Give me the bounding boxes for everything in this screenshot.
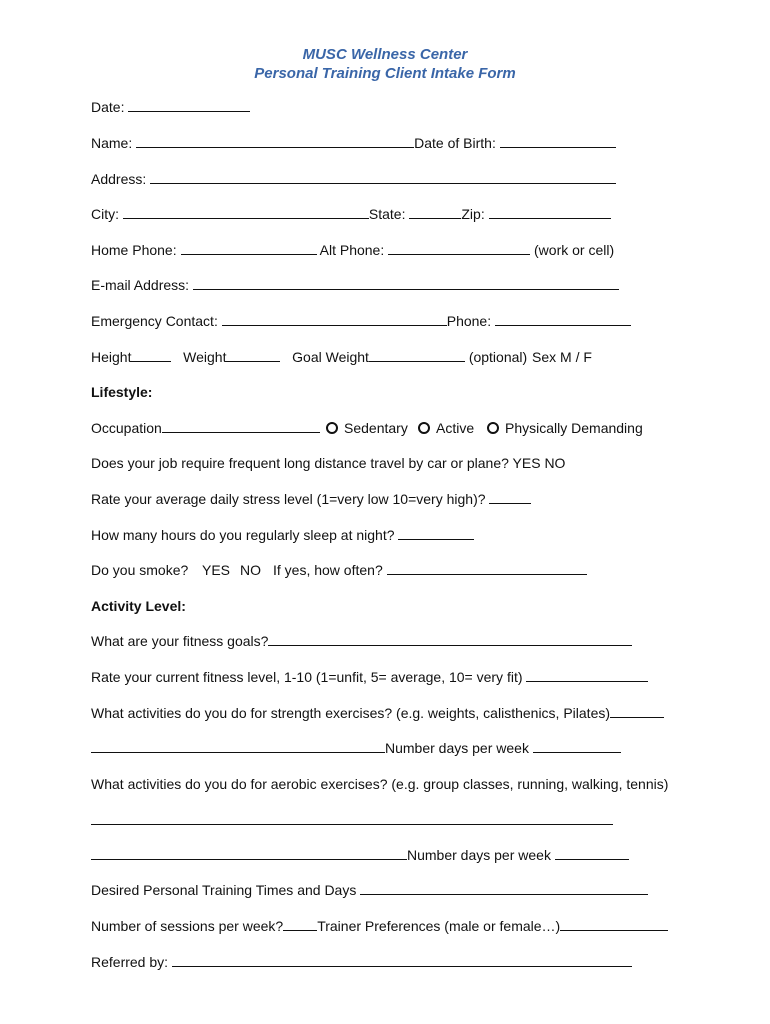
dob-field[interactable] [500, 134, 616, 148]
active-option[interactable] [418, 419, 474, 437]
work-cell-note: (work or cell) [534, 242, 615, 258]
address-label: Address: [91, 171, 147, 187]
city-row [91, 205, 611, 223]
strength-days-row [91, 739, 621, 757]
aerobic-row: What activities do you do for aerobic exercises? (e.g. group classes, running, walking, tennis) [91, 776, 669, 792]
trainer-label: Trainer Preferences (male or female…) [317, 918, 561, 934]
active-label: Active [436, 420, 475, 436]
sessions-label: Number of sessions per week? [91, 918, 284, 934]
trainer-field[interactable] [560, 917, 668, 931]
strength-field[interactable] [610, 704, 664, 718]
smoke-often-field[interactable] [387, 561, 587, 575]
fitness-rate-label: Rate your current fitness level, 1-10 (1=unfit, 5= average, 10= very fit) [91, 669, 523, 685]
emergency-phone-label: Phone: [446, 313, 492, 329]
email-field[interactable] [193, 276, 619, 290]
city-field[interactable] [123, 205, 369, 219]
aerobic-days-field[interactable] [555, 846, 629, 860]
times-label: Desired Personal Training Times and Days [91, 882, 357, 898]
goals-field[interactable] [268, 632, 632, 646]
sleep-row [91, 526, 474, 544]
phone-row [91, 241, 614, 259]
referred-row [91, 953, 632, 971]
strength-label: What activities do you do for strength exercises? (e.g. weights, calisthenics, Pilates) [91, 705, 611, 721]
address-row [91, 170, 616, 188]
height-label: Height [91, 349, 132, 365]
optional-note: (optional) [468, 349, 528, 365]
referred-field[interactable] [172, 953, 632, 967]
form-subtitle: Personal Training Client Intake Form [254, 65, 516, 82]
aerobic-days-row [91, 846, 629, 864]
physically-demanding-label: Physically Demanding [505, 420, 643, 436]
goal-weight-label: Goal Weight [292, 349, 369, 365]
home-phone-field[interactable] [181, 241, 317, 255]
activity-heading: Activity Level: [91, 598, 186, 614]
strength-days-field[interactable] [533, 739, 621, 753]
aerobic-days-label: Number days per week [407, 847, 551, 863]
smoke-row [91, 561, 188, 579]
weight-field[interactable] [226, 348, 280, 362]
sleep-label: How many hours do you regularly sleep at night? [91, 527, 395, 543]
occupation-row [91, 419, 320, 437]
emergency-label: Emergency Contact: [91, 313, 218, 329]
sleep-field[interactable] [398, 526, 474, 540]
alt-phone-field[interactable] [388, 241, 530, 255]
radio-circle-icon [487, 422, 499, 434]
smoke-often-label: If yes, how often? [273, 562, 383, 578]
emergency-row [91, 312, 631, 330]
stress-field[interactable] [489, 490, 531, 504]
name-row [91, 134, 616, 152]
smoke-label: Do you smoke? [91, 562, 189, 578]
emergency-field[interactable] [222, 312, 447, 326]
stress-row [91, 490, 531, 508]
form-title: MUSC Wellness Center [302, 46, 468, 63]
times-row [91, 881, 648, 899]
email-row [91, 276, 619, 294]
address-field[interactable] [150, 170, 616, 184]
sedentary-option[interactable] [326, 419, 408, 437]
emergency-phone-field[interactable] [495, 312, 631, 326]
strength-row [91, 704, 664, 722]
sessions-field[interactable] [283, 917, 317, 931]
radio-circle-icon [326, 422, 338, 434]
lifestyle-heading: Lifestyle: [91, 384, 153, 400]
fitness-rate-row [91, 668, 648, 686]
zip-field[interactable] [489, 205, 611, 219]
goals-label: What are your fitness goals? [91, 633, 269, 649]
physically-demanding-option[interactable] [487, 419, 643, 437]
sedentary-label: Sedentary [344, 420, 408, 436]
date-label: Date: [91, 99, 125, 115]
date-field[interactable] [128, 98, 250, 112]
occupation-field[interactable] [162, 419, 320, 433]
occupation-label: Occupation [91, 420, 162, 436]
sex-field[interactable]: Sex M / F [532, 349, 592, 365]
goal-weight-field[interactable] [369, 348, 465, 362]
smoke-often-row [273, 561, 587, 579]
stress-label: Rate your average daily stress level (1=very low 10=very high)? [91, 491, 486, 507]
goals-row [91, 632, 632, 650]
alt-phone-label: Alt Phone: [319, 242, 385, 258]
aerobic-activities-field[interactable] [91, 846, 407, 860]
date-row [91, 98, 250, 116]
state-label: State: [368, 206, 406, 222]
name-field[interactable] [136, 134, 414, 148]
strength-days-label: Number days per week [385, 740, 529, 756]
strength-activities-field[interactable] [91, 739, 385, 753]
sessions-row [91, 917, 668, 935]
radio-circle-icon [418, 422, 430, 434]
smoke-no[interactable]: NO [240, 562, 261, 578]
times-field[interactable] [360, 881, 648, 895]
body-row [91, 348, 527, 366]
name-label: Name: [91, 135, 133, 151]
email-label: E-mail Address: [91, 277, 190, 293]
travel-question: Does your job require frequent long distance travel by car or plane? YES NO [91, 455, 566, 471]
state-field[interactable] [409, 205, 461, 219]
height-field[interactable] [131, 348, 171, 362]
aerobic-field[interactable] [91, 824, 613, 825]
referred-label: Referred by: [91, 954, 169, 970]
city-label: City: [91, 206, 119, 222]
zip-label: Zip: [461, 206, 485, 222]
dob-label: Date of Birth: [414, 135, 496, 151]
weight-label: Weight [183, 349, 227, 365]
fitness-rate-field[interactable] [526, 668, 648, 682]
home-phone-label: Home Phone: [91, 242, 177, 258]
smoke-yes[interactable]: YES [202, 562, 231, 578]
